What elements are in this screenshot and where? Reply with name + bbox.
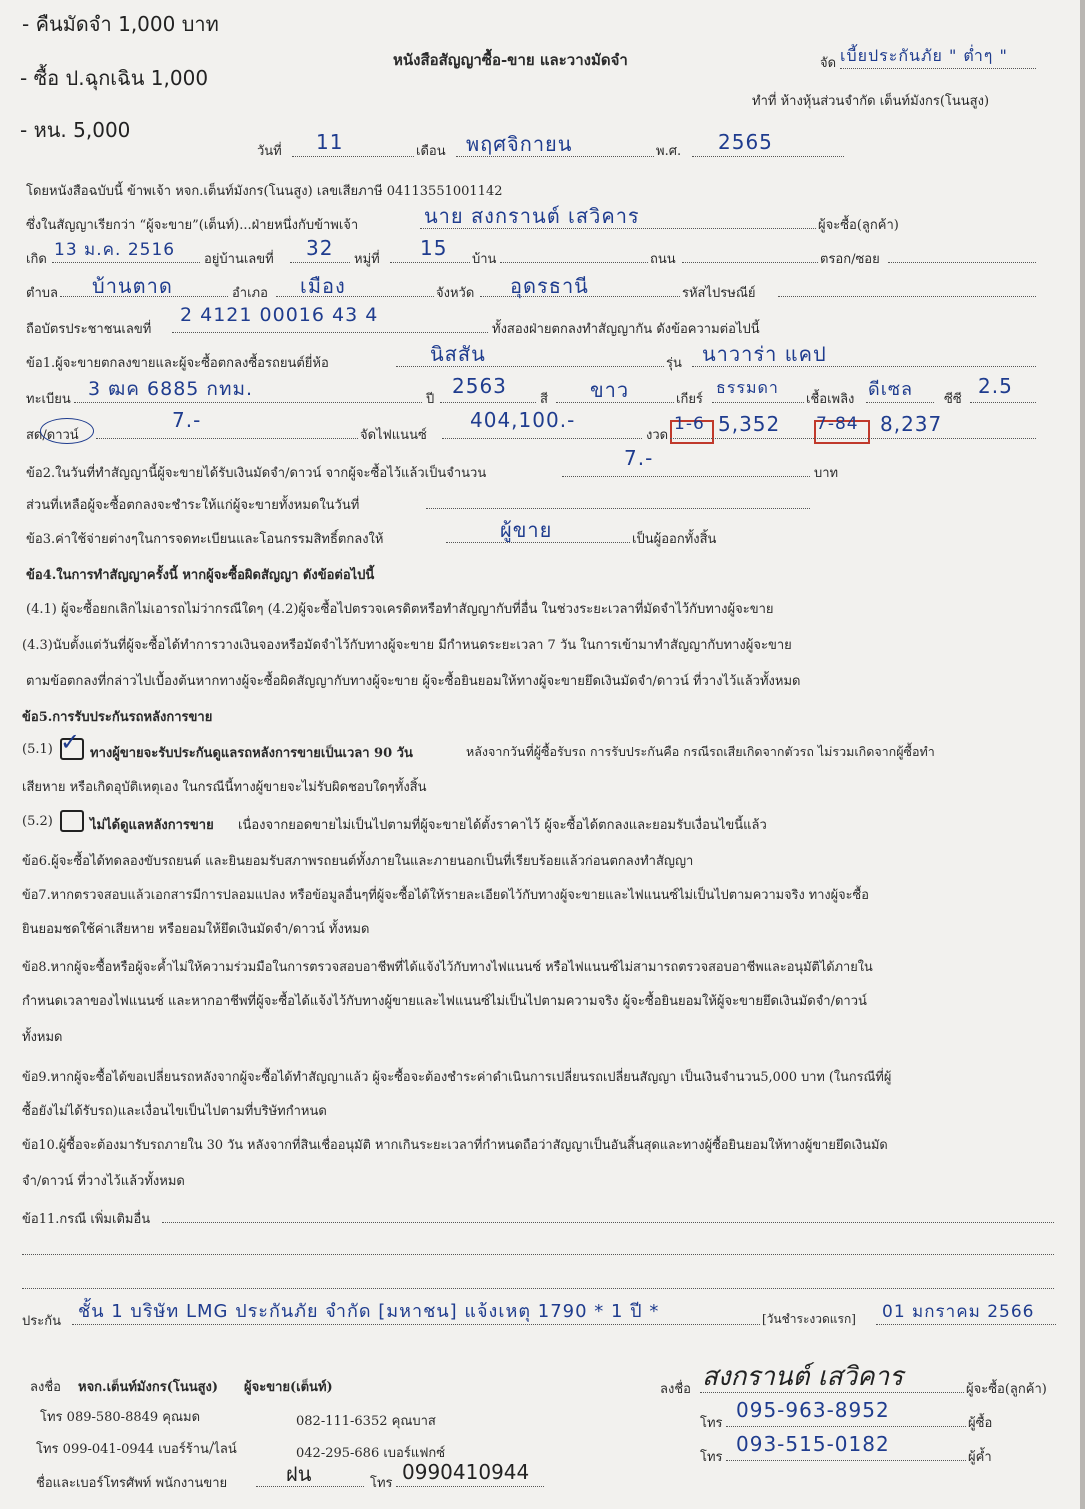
guarantor-tel-line <box>726 1460 966 1461</box>
clause-5-1-number: (5.1) <box>22 742 53 757</box>
place-label: ทำที่ ห้างหุ้นส่วนจำกัด เต็นท์มังกร(โนนสูง) <box>752 94 990 109</box>
soi-label: ตรอก/ซอย <box>820 252 880 267</box>
down-value: 7.- <box>172 408 202 432</box>
buyer-sign-label: ลงชื่อ <box>660 1382 691 1397</box>
car-cc: 2.5 <box>978 374 1013 398</box>
deposit-value: 7.- <box>624 446 654 470</box>
clause-4-3a: (4.3)นับตั้งแต่วันที่ผู้จะซื้อได้ทำการวางเงินจองหรือมัดจำไว้กับทางผู้จะขาย มีกำหนดระยะเวลา 7 วัน ในการเข้ามาทำสัญญากับทางผู้จะขาย <box>22 638 792 653</box>
year-line <box>692 156 844 157</box>
clause-4-3b: ตามข้อตกลงที่กล่าวไปเบื้องต้นหากทางผู้จะซื้อผิดสัญญากับทางผู้จะขาย ผู้จะซื้อยินยอมให้ทางผู้จะขายยึดเงินมัดจำ/ดาวน์ ที่วางไว้แล้วทั้งหมด <box>26 674 801 689</box>
clause-3-tail: เป็นผู้ออกทั้งสิ้น <box>632 532 717 547</box>
car-model: นาวาร่า แคป <box>702 342 827 366</box>
clause-4-1: (4.1) ผู้จะซื้อยกเลิกไม่เอารถไม่ว่ากรณีใดๆ (4.2)ผู้จะซื้อไปตรวจเครดิตหรือทำสัญญากับที่อื่น ในช่วงระยะเวลาที่มัดจำไว้กับทางผู้จะขาย <box>26 602 774 617</box>
zip-label: รหัสไปรษณีย์ <box>682 286 756 301</box>
road-line <box>682 262 818 263</box>
gear-line <box>712 402 804 403</box>
clause-5-1-b: เสียหาย หรือเกิดอุบัติเหตุเอง ในกรณีนี้ทางผู้ขายจะไม่รับผิดชอบใดๆทั้งสิ้น <box>22 780 427 795</box>
finance-value: 404,100.- <box>470 408 576 432</box>
installment-amount-2: 8,237 <box>880 412 943 436</box>
car-fuel: ดีเซล <box>868 379 914 400</box>
clause-10b: จำ/ดาวน์ ที่วางไว้แล้วทั้งหมด <box>22 1174 185 1189</box>
cc-line <box>970 402 1036 403</box>
guarantor-tel: 093-515-0182 <box>736 1432 890 1456</box>
buyer-tel-label: โทร <box>700 1416 723 1431</box>
tel-2: 082-111-6352 คุณบาส <box>296 1414 436 1429</box>
zip-line <box>778 296 1036 297</box>
road-label: ถนน <box>650 252 676 267</box>
clause-3-text: ข้อ3.ค่าใช้จ่ายต่างๆในการจดทะเบียนและโอนกรรมสิทธิ์ตกลงให้ <box>26 532 384 547</box>
fuel-label: เชื้อเพลิง <box>806 392 855 407</box>
installment-amount-1: 5,352 <box>718 412 781 436</box>
installment-range-2: 7-84 <box>816 414 859 434</box>
clause-6: ข้อ6.ผู้จะซื้อได้ทดลองขับรถยนต์ และยินยอมรับสภาพรถยนต์ทั้งภายในและภายนอกเป็นที่เรียบร้อยแล้วก่อนตกลงทำสัญญา <box>22 854 694 869</box>
seller-sign-label: ลงชื่อ <box>30 1380 61 1395</box>
tel-3: โทร 099-041-0944 เบอร์ร้าน/ไลน์ <box>36 1442 237 1457</box>
staff-tel-line <box>396 1486 544 1487</box>
finance-line <box>442 438 642 439</box>
buyer-tel: 095-963-8952 <box>736 1398 890 1422</box>
color-label: สี <box>540 392 548 407</box>
moo-label: หมู่ที่ <box>354 252 380 267</box>
installment-label: งวด <box>646 428 669 443</box>
amphoe-value: เมือง <box>300 274 346 298</box>
car-color: ขาว <box>590 378 630 402</box>
car-plate: 3 ฒค 6885 กทม. <box>88 378 254 400</box>
province-label: จังหวัด <box>436 286 475 301</box>
jad-label: จัด <box>820 56 837 71</box>
buyer-tel-role: ผู้ซื้อ <box>968 1416 993 1431</box>
clause-11-line-3 <box>22 1288 1054 1289</box>
month-label: เดือน <box>416 144 446 159</box>
clause-8a: ข้อ8.หากผู้จะซื้อหรือผู้จะค้ำไม่ให้ความร่วมมือในการตรวจสอบอาชีพที่ได้แจ้งไว้กับทางไฟแนนซ์ หรือไฟแนนซ์ไม่สามารถตรวจสอบอาชีพและอนุมัติได้ภายใน <box>22 960 873 975</box>
clause-8c: ทั้งหมด <box>22 1030 63 1045</box>
year-label: พ.ศ. <box>656 144 682 159</box>
clause-2-text: ข้อ2.ในวันที่ทำสัญญานี้ผู้จะขายได้รับเงินมัดจำ/ดาวน์ จากผู้จะซื้อไว้แล้วเป็นจำนวน <box>26 466 487 481</box>
model-label: รุ่น <box>666 356 682 371</box>
car-gear: ธรรมดา <box>716 378 779 397</box>
down-line <box>96 438 358 439</box>
seller-role: ผู้จะขาย(เต็นท์) <box>244 1380 333 1395</box>
remaining-date-line <box>426 508 810 509</box>
clause-5-2-rest: เนื่องจากยอดขายไม่เป็นไปตามที่ผู้จะขายได้ตั้งราคาไว้ ผู้จะซื้อได้ตกลงและยอมรับเงื่อนไขนี้แล้ว <box>238 818 767 833</box>
jad-line <box>840 68 1036 69</box>
clause-9a: ข้อ9.หากผู้จะซื้อได้ขอเปลี่ยนรถหลังจากผู้จะซื้อได้ทำสัญญาแล้ว ผู้จะซื้อจะต้องชำระค่าดำเนินการเปลี่ยนรถเปลี่ยนสัญญา เป็นเงินจำนวน5,000 บาท (ในกรณีที่ผู้ <box>22 1070 892 1085</box>
clause-2-remaining: ส่วนที่เหลือผู้จะซื้อตกลงจะชำระให้แก่ผู้จะขายทั้งหมดในวันที่ <box>26 498 360 513</box>
amphoe-label: อำเภอ <box>232 286 268 301</box>
intro-party-text: ซึ่งในสัญญาเรียกว่า “ผู้จะขาย”(เต็นท์)...ฝ่ายหนึ่งกับข้าพเจ้า <box>26 218 359 233</box>
seller-name: หจก.เต็นท์มังกร(โนนสูง) <box>78 1380 219 1395</box>
clause-5-2-number: (5.2) <box>22 814 53 829</box>
born-value: 13 ม.ค. 2516 <box>54 240 176 260</box>
jad-value: เบี้ยประกันภัย " ต่ำๆ " <box>840 46 1008 65</box>
buyer-name: นาย สงกรานต์ เสวิคาร <box>424 204 640 228</box>
ban-label: บ้าน <box>472 252 497 267</box>
installment-line <box>670 438 1036 439</box>
buyer-sign-role: ผู้จะซื้อ(ลูกค้า) <box>966 1382 1047 1397</box>
day-line <box>292 156 414 157</box>
month-value: พฤศจิกายน <box>466 132 573 156</box>
buyer-signature: สงกรานต์ เสวิคาร <box>702 1362 904 1392</box>
buyer-tel-line <box>726 1426 966 1427</box>
insurance-value: ชั้น 1 บริษัท LMG ประกันภัย จำกัด [มหาชน] แจ้งเหตุ 1790 * 1 ปี * <box>78 1301 660 1322</box>
insurance-label: ประกัน <box>22 1314 61 1329</box>
down-label: สด/ดาวน์ <box>26 428 79 443</box>
tambon-value: บ้านตาด <box>92 274 173 298</box>
house-label: อยู่บ้านเลขที่ <box>204 252 274 267</box>
id-value: 2 4121 00016 43 4 <box>180 304 379 326</box>
first-payment-label: [วันชำระงวดแรก] <box>762 1312 856 1326</box>
car-year-line <box>440 402 536 403</box>
soi-line <box>888 262 1036 263</box>
down-circle-mark <box>40 418 94 444</box>
cc-label: ซีซี <box>944 392 962 407</box>
staff-tel: 0990410944 <box>402 1460 530 1484</box>
car-brand: นิสสัน <box>430 342 486 366</box>
staff-label: ชื่อและเบอร์โทรศัพท์ พนักงานขาย <box>36 1476 228 1491</box>
date-label: วันที่ <box>257 144 282 159</box>
day-value: 11 <box>316 130 344 154</box>
car-year: 2563 <box>452 374 507 398</box>
moo-line <box>390 262 470 263</box>
staff-tel-label: โทร <box>370 1476 393 1491</box>
clause-8b: กำหนดเวลาของไฟแนนซ์ และหากอาชีพที่ผู้จะซื้อได้แจ้งไว้กับทางผู้ขายและไฟแนนซ์ไม่เป็นไปตามความจริง ผู้จะซื้อยินยอมให้ผู้จะขายยึดเงินมัดจำ/ดาวน์ <box>22 994 867 1009</box>
year-label-car: ปี <box>426 392 435 407</box>
first-payment-date: 01 มกราคม 2566 <box>882 1302 1035 1322</box>
moo-value: 15 <box>420 236 448 260</box>
guarantor-role: ผู้ค้ำ <box>968 1450 992 1465</box>
house-value: 32 <box>306 236 334 260</box>
ban-line <box>500 262 648 263</box>
installment-range-1: 1-6 <box>674 414 705 434</box>
gear-label: เกียร์ <box>676 392 703 407</box>
house-line <box>290 262 350 263</box>
clause-7a: ข้อ7.หากตรวจสอบแล้วเอกสารมีการปลอมแปลง หรือข้อมูลอื่นๆที่ผู้จะซื้อได้ให้รายละเอียดไว้กับทางผู้จะขายและไฟแนนซ์ไม่เป็นไปตามความจริง ทางผู้จะซื้อ <box>22 888 869 903</box>
id-label: ถือบัตรประชาชนเลขที่ <box>26 322 152 337</box>
checkmark-icon: ✓ <box>60 728 82 756</box>
clause-11-line-1 <box>162 1222 1054 1223</box>
tel-1: โทร 089-580-8849 คุณมด <box>40 1410 201 1425</box>
buyer-role-label: ผู้จะซื้อ(ลูกค้า) <box>818 218 899 233</box>
clause-10a: ข้อ10.ผู้ซื้อจะต้องมารับรถภายใน 30 วัน หลังจากที่สินเชื่ออนุมัติ หากเกินระยะเวลาที่กำหนดถือว่าสัญญาเป็นอันสิ้นสุดและทางผู้ซื้อยินยอมให้ทางผู้ขายยึดเงินมัด <box>22 1138 888 1153</box>
year-value: 2565 <box>718 130 773 154</box>
deposit-line <box>562 476 810 477</box>
tambon-label: ตำบล <box>26 286 58 301</box>
clause-1-text: ข้อ1.ผู้จะขายตกลงขายและผู้จะซื้อตกลงซื้อรถยนต์ยี่ห้อ <box>26 356 329 371</box>
no-warranty-checkbox[interactable] <box>60 810 84 832</box>
clause-9b: ซื้อยังไม่ได้รับรถ)และเงื่อนไขเป็นไปตามที่บริษัทกำหนด <box>22 1104 327 1119</box>
note-hn: - หน. 5,000 <box>20 118 131 142</box>
clause-5-1-rest: หลังจากวันที่ผู้ซื้อรับรถ การรับประกันคือ กรณีรถเสียเกิดจากตัวรถ ไม่รวมเกิดจากผู้ซื้อทำ <box>466 744 935 759</box>
clause-5-1-bold: ทางผู้ขายจะรับประกันดูแลรถหลังการขายเป็นเวลา 90 วัน <box>90 746 413 761</box>
province-value: อุดรธานี <box>510 274 589 298</box>
document-title: หนังสือสัญญาซื้อ-ขาย และวางมัดจำ <box>393 51 628 69</box>
clause-11-line-2 <box>22 1254 1054 1255</box>
note-insurance: - ซื้อ ป.ฉุกเฉิน 1,000 <box>20 66 209 90</box>
tel-4: 042-295-686 เบอร์แฟกซ์ <box>296 1446 446 1461</box>
note-refund-deposit: - คืนมัดจำ 1,000 บาท <box>22 12 219 36</box>
id-line <box>172 332 488 333</box>
finance-label: จัดไฟแนนซ์ <box>360 428 427 443</box>
guarantor-tel-label: โทร <box>700 1450 723 1465</box>
intro-line: โดยหนังสือฉบับนี้ ข้าพเจ้า หจก.เต็นท์มังกร(โนนสูง) เลขเสียภาษี 0411355100114​2 <box>26 184 503 199</box>
clause-5-2-bold: ไม่ได้ดูแลหลังการขาย <box>90 818 214 833</box>
fee-payer: ผู้ขาย <box>500 518 553 542</box>
staff-name: ฝน <box>286 1462 312 1486</box>
agreement-text: ทั้งสองฝ่ายตกลงทำสัญญากัน ดังข้อความต่อไปนี้ <box>492 322 760 337</box>
deposit-unit: บาท <box>814 466 839 481</box>
plate-label: ทะเบียน <box>26 392 71 407</box>
clause-5-heading: ข้อ5.การรับประกันรถหลังการขาย <box>22 710 213 725</box>
born-label: เกิด <box>26 252 47 267</box>
clause-4-heading: ข้อ4.ในการทำสัญญาครั้งนี้ หากผู้จะซื้อผิดสัญญา ดังข้อต่อไปนี้ <box>26 568 375 583</box>
clause-11: ข้อ11.กรณี เพิ่มเติมอื่น <box>22 1212 151 1227</box>
clause-7b: ยินยอมชดใช้ค่าเสียหาย หรือยอมให้ยึดเงินมัดจำ/ดาวน์ ทั้งหมด <box>22 922 370 937</box>
